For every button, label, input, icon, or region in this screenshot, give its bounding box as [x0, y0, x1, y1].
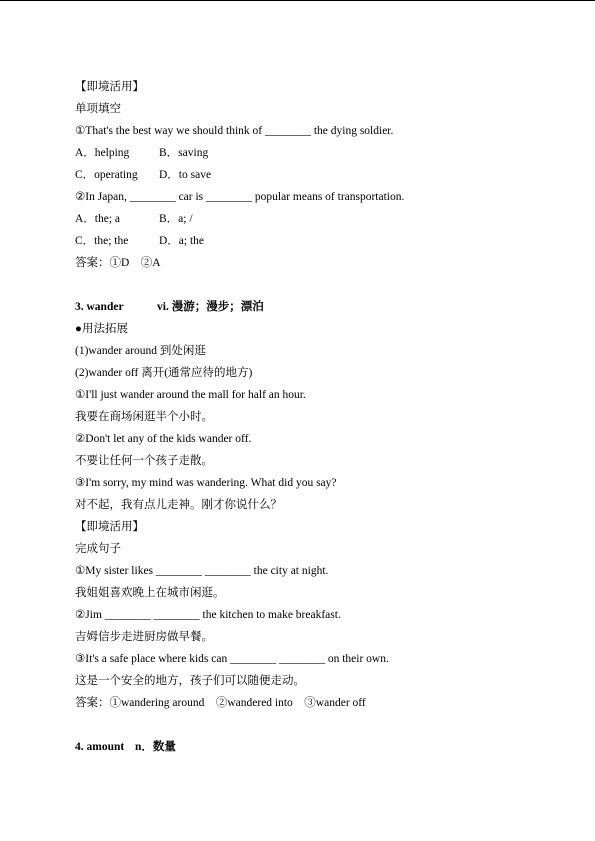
question-2: ②In Japan, ________ car is ________ popular means of transportation.: [75, 191, 405, 203]
practice-en: ②Jim ________ ________ the kitchen to make breakfast.: [75, 609, 341, 621]
practice-zh: 我姐姐喜欢晚上在城市闲逛。: [75, 587, 225, 599]
option-b: B．saving: [159, 147, 209, 159]
entry-definition: n．数量: [135, 741, 176, 753]
section-instruction: 单项填空: [75, 103, 121, 115]
entry-word: 4. amount: [75, 741, 125, 753]
option-a: A．helping: [75, 147, 130, 159]
usage-item: (2)wander off 离开(通常应待的地方): [75, 367, 253, 379]
entry-definition: vi. 漫游；漫步；漂泊: [157, 301, 264, 313]
option-a: A．the; a: [75, 213, 121, 225]
example-en: ①I'll just wander around the mall for half an hour.: [75, 389, 306, 401]
practice-en: ③It's a safe place where kids can ________ ________ on their own.: [75, 653, 389, 665]
example-zh: 不要让任何一个孩子走散。: [75, 455, 213, 467]
option-b: B．a; /: [159, 213, 193, 225]
page-top-rule: [0, 0, 595, 1]
section-tag: 【即境活用】: [75, 81, 144, 93]
question-1: ①That's the best way we should think of ________ the dying soldier.: [75, 125, 394, 137]
usage-title: ●用法拓展: [75, 323, 128, 335]
option-c: C．operating: [75, 169, 138, 181]
answer-line: 答案：①D ②A: [75, 257, 161, 269]
example-zh: 我要在商场闲逛半个小时。: [75, 411, 213, 423]
practice-en: ①My sister likes ________ ________ the city at night.: [75, 565, 329, 577]
practice-zh: 吉姆信步走进厨房做早餐。: [75, 631, 213, 643]
option-d: D．to save: [159, 169, 212, 181]
example-en: ③I'm sorry, my mind was wandering. What did you say?: [75, 477, 337, 489]
option-d: D．a; the: [159, 235, 205, 247]
practice-tag: 【即境活用】: [75, 521, 144, 533]
usage-item: (1)wander around 到处闲逛: [75, 345, 206, 357]
answer-line: 答案：①wandering around ②wandered into ③wander off: [75, 697, 366, 709]
entry-word: 3. wander: [75, 301, 124, 313]
practice-instruction: 完成句子: [75, 543, 121, 555]
option-c: C．the; the: [75, 235, 129, 247]
entry-heading: [75, 740, 176, 782]
example-zh: 对不起，我有点儿走神。刚才你说什么？: [75, 499, 282, 511]
practice-zh: 这是一个安全的地方，孩子们可以随便走动。: [75, 675, 305, 687]
example-en: ②Don't let any of the kids wander off.: [75, 433, 252, 445]
